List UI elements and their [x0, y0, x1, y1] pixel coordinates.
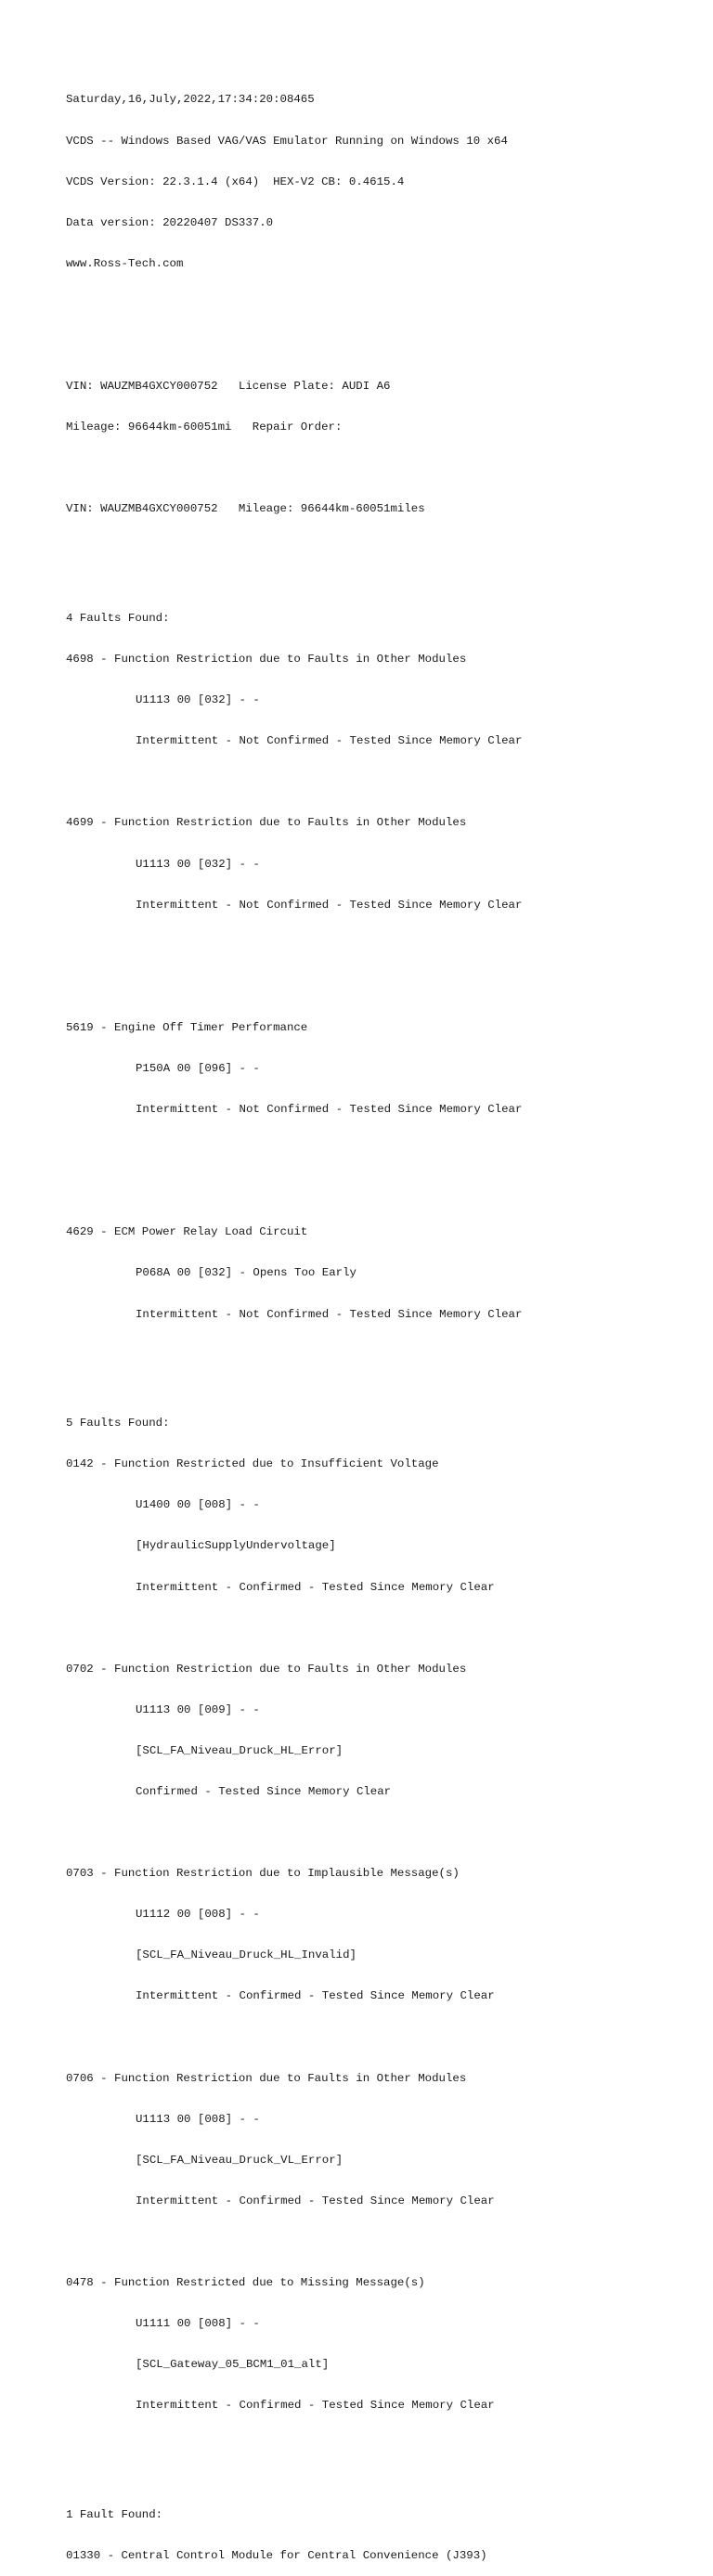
fault-description: 0478 - Function Restricted due to Missing Message(s) [66, 2276, 425, 2290]
fault-status: Intermittent - Not Confirmed - Tested Since Memory Clear [136, 898, 523, 912]
fault-code: U1111 00 [008] - - [136, 2317, 260, 2331]
blank-line [66, 461, 704, 475]
blank-line [66, 980, 704, 994]
fault-status: Intermittent - Confirmed - Tested Since Memory Clear [136, 1989, 495, 2003]
fault-code: U1112 00 [008] - - [136, 1908, 260, 1922]
fault-code: P068A 00 [032] - Opens Too Early [136, 1266, 356, 1280]
report-timestamp: Saturday,16,July,2022,17:34:20:08465 [66, 93, 315, 107]
vcds-report [66, 66, 704, 2576]
fault-description: 0706 - Function Restriction due to Faults in Other Modules [66, 2071, 467, 2085]
fault-detail: [SCL_FA_Niveau_Druck_HL_Invalid] [136, 1948, 356, 1962]
report-data-version: Data version: 20220407 DS337.0 [66, 215, 274, 229]
blank-line [66, 939, 704, 953]
fault-status: Intermittent - Not Confirmed - Tested Since Memory Clear [136, 1307, 523, 1321]
fault-group-title: 5 Faults Found: [66, 1417, 170, 1430]
blank-line [66, 339, 704, 353]
fault-description: 4698 - Function Restriction due to Faults in Other Modules [66, 653, 467, 667]
vin-license-plate-line: VIN: WAUZMB4GXCY000752 License Plate: AUDI A6 [66, 380, 391, 394]
fault-group-title: 1 Fault Found: [66, 2507, 163, 2521]
fault-code: U1113 00 [009] - - [136, 1702, 260, 1716]
blank-line [66, 1144, 704, 1158]
fault-detail: [HydraulicSupplyUndervoltage] [136, 1539, 336, 1553]
fault-detail: [SCL_Gateway_05_BCM1_01_alt] [136, 2358, 330, 2372]
blank-line [66, 2235, 704, 2249]
fault-group-title: 4 Faults Found: [66, 611, 170, 625]
fault-code: P150A 00 [096] - - [136, 1061, 260, 1075]
blank-line [66, 2440, 704, 2453]
report-app-line: VCDS -- Windows Based VAG/VAS Emulator Running on Windows 10 x64 [66, 134, 508, 148]
blank-line [66, 1622, 704, 1636]
fault-description: 01330 - Central Control Module for Central Convenience (J393) [66, 2549, 487, 2563]
fault-description: 4699 - Function Restriction due to Faults in Other Modules [66, 816, 467, 830]
fault-status: Intermittent - Confirmed - Tested Since Memory Clear [136, 1580, 495, 1594]
fault-code: U1400 00 [008] - - [136, 1498, 260, 1512]
blank-line [66, 1826, 704, 1840]
report-website: www.Ross-Tech.com [66, 256, 184, 270]
fault-code: U1113 00 [032] - - [136, 693, 260, 707]
fault-status: Confirmed - Tested Since Memory Clear [136, 1784, 392, 1798]
blank-line [66, 2031, 704, 2045]
blank-line [66, 298, 704, 312]
vin-mileage-line: VIN: WAUZMB4GXCY000752 Mileage: 96644km-60051miles [66, 502, 425, 516]
fault-description: 0703 - Function Restriction due to Implausible Message(s) [66, 1867, 460, 1881]
fault-description: 0142 - Function Restricted due to Insufficient Voltage [66, 1457, 439, 1471]
fault-description: 0702 - Function Restriction due to Faults in Other Modules [66, 1662, 467, 1676]
fault-status: Intermittent - Confirmed - Tested Since Memory Clear [136, 2194, 495, 2207]
fault-code: U1113 00 [008] - - [136, 2112, 260, 2126]
blank-line [66, 775, 704, 789]
blank-line [66, 1349, 704, 1363]
fault-status: Intermittent - Not Confirmed - Tested Since Memory Clear [136, 1103, 523, 1117]
blank-line [66, 543, 704, 557]
fault-description: 4629 - ECM Power Relay Load Circuit [66, 1225, 308, 1239]
fault-code: U1113 00 [032] - - [136, 857, 260, 871]
fault-status: Intermittent - Not Confirmed - Tested Since Memory Clear [136, 734, 523, 748]
fault-detail: [SCL_FA_Niveau_Druck_VL_Error] [136, 2153, 344, 2167]
fault-detail: [SCL_FA_Niveau_Druck_HL_Error] [136, 1743, 344, 1757]
blank-line [66, 1184, 704, 1198]
report-version-line: VCDS Version: 22.3.1.4 (x64) HEX-V2 CB: 0.4615.4 [66, 175, 405, 188]
fault-description: 5619 - Engine Off Timer Performance [66, 1020, 308, 1034]
fault-status: Intermittent - Confirmed - Tested Since Memory Clear [136, 2399, 495, 2413]
mileage-repair-order-line: Mileage: 96644km-60051mi Repair Order: [66, 421, 343, 434]
